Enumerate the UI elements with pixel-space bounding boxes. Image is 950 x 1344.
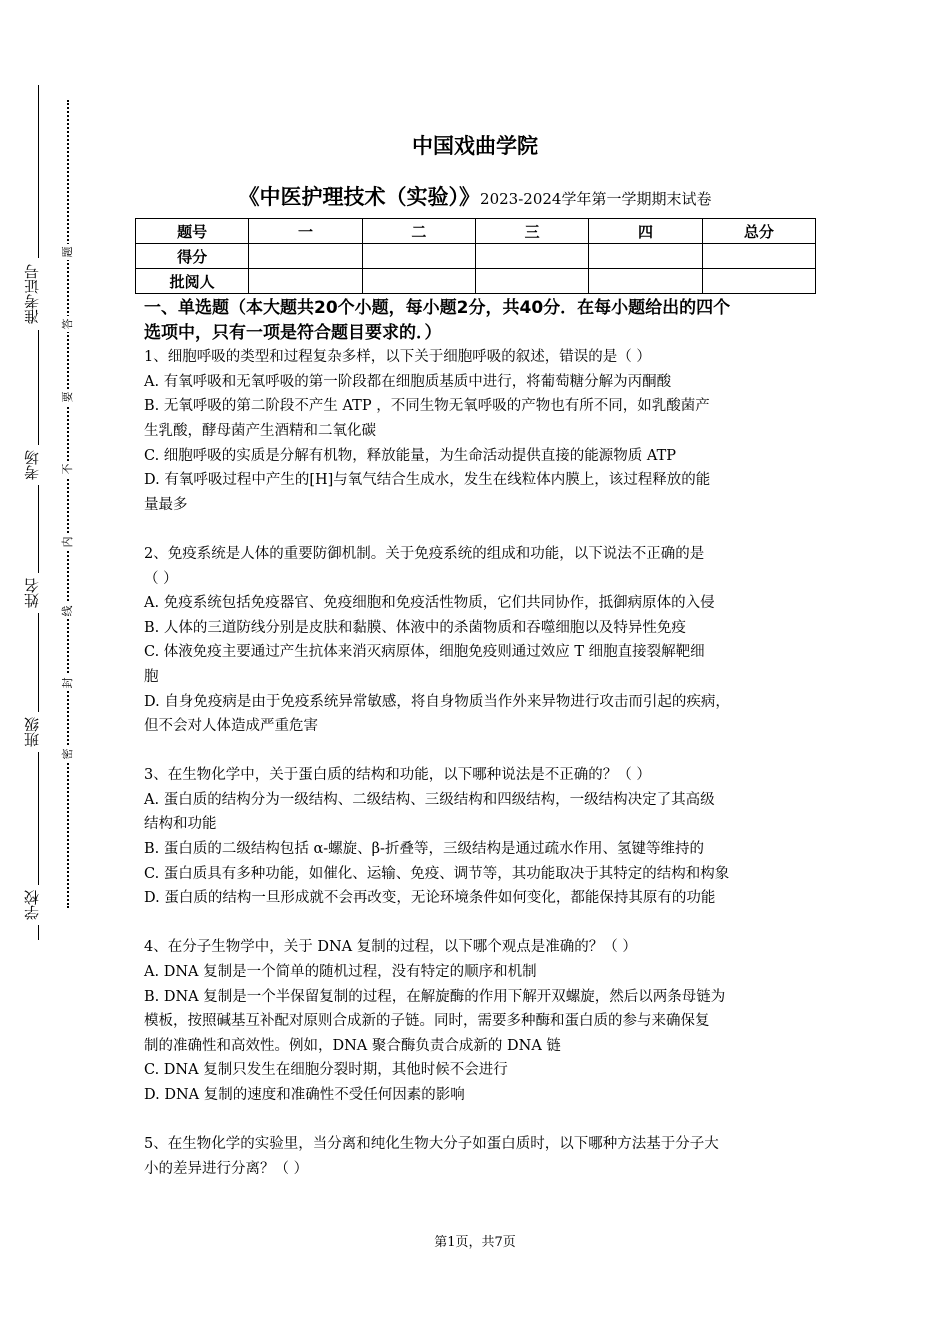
grader-cell [362, 269, 475, 294]
option-c: C. 蛋白质具有多种功能，如催化、运输、免疫、调节等，其功能取决于其特定的结构和构象 [144, 865, 730, 882]
option-a-cont: 结构和功能 [144, 816, 217, 833]
section-heading [144, 296, 816, 345]
exam-room-label: 考场 [20, 445, 44, 485]
question-stem-cont: 小的差异进行分离？（ ） [144, 1160, 309, 1177]
question-stem: 1、细胞呼吸的类型和过程复杂多样，以下关于细胞呼吸的叙述，错误的是（ ） [144, 349, 651, 366]
section-heading-line: 选项中，只有一项是符合题目要求的．） [144, 322, 442, 343]
option-c: C. DNA 复制只发生在细胞分裂时期，其他时候不会进行 [144, 1062, 508, 1079]
option-c: C. 细胞呼吸的实质是分解有机物，释放能量，为生命活动提供直接的能源物质 ATP [144, 447, 677, 464]
exam-number-label: 准考证号 [20, 258, 44, 330]
score-row [136, 244, 816, 269]
question-stem: 5、在生物化学的实验里，当分离和纯化生物大分子如蛋白质时，以下哪种方法基于分子大 [144, 1136, 719, 1153]
option-d: D. 蛋白质的结构一旦形成就不会再改变，无论环境条件如何变化，都能保持其原有的功能 [144, 890, 716, 907]
option-a: A. DNA 复制是一个简单的随机过程，没有特定的顺序和机制 [144, 964, 537, 981]
seal-char: 线 [60, 603, 76, 619]
option-b: B. 无氧呼吸的第二阶段不产生 ATP ，不同生物无氧呼吸的产物也有所不同，如乳酸菌产 [144, 398, 710, 415]
exam-title [0, 181, 950, 211]
option-b-cont: 模板，按照碱基互补配对原则合成新的子链。同时，需要多种酶和蛋白质的参与来确保复 [144, 1013, 710, 1030]
header-cell: 三 [475, 219, 588, 244]
name-label: 姓名 [20, 573, 44, 613]
option-d: D. 有氧呼吸过程中产生的[H]与氧气结合生成水，发生在线粒体内膜上，该过程释放的能 [144, 472, 711, 489]
question-3 [144, 763, 816, 911]
option-c: C. 体液免疫主要通过产生抗体来消灭病原体，细胞免疫则通过效应 T 细胞直接裂解靶细 [144, 644, 705, 661]
grader-cell [702, 269, 815, 294]
option-b-cont: 生乳酸，酵母菌产生酒精和二氧化碳 [144, 422, 376, 439]
question-stem: 2、免疫系统是人体的重要防御机制。关于免疫系统的组成和功能，以下说法不正确的是 [144, 545, 705, 562]
header-cell: 总分 [702, 219, 815, 244]
header-cell: 题号 [136, 219, 249, 244]
seal-char: 答 [60, 316, 76, 332]
seal-char: 不 [60, 461, 76, 477]
header-cell: 一 [249, 219, 362, 244]
question-4 [144, 935, 816, 1107]
header-cell: 二 [362, 219, 475, 244]
option-d-cont: 量最多 [144, 496, 188, 513]
option-a: A. 免疫系统包括免疫器官、免疫细胞和免疫活性物质，它们共同协作，抵御病原体的入侵 [144, 595, 715, 612]
seal-char: 要 [60, 389, 76, 405]
score-cell [362, 244, 475, 269]
score-table-header-row [136, 219, 816, 244]
seal-char: 内 [60, 534, 76, 550]
option-b-cont: 制的准确性和高效性。例如，DNA 聚合酶负责合成新的 DNA 链 [144, 1037, 561, 1054]
grader-cell [589, 269, 702, 294]
score-table [135, 218, 816, 294]
page-number: 第1页，共7页 [434, 1235, 516, 1250]
score-cell [475, 244, 588, 269]
exam-term: 2023-2024学年第一学期期末试卷 [480, 190, 712, 208]
school-name: 中国戏曲学院 [412, 134, 538, 158]
class-label: 班级 [20, 712, 44, 752]
option-d: D. DNA 复制的速度和准确性不受任何因素的影响 [144, 1087, 465, 1103]
school-label: 学校 [20, 885, 44, 925]
grader-cell [249, 269, 362, 294]
option-c-cont: 胞 [144, 668, 159, 685]
row-label: 得分 [136, 244, 249, 269]
exam-content [144, 296, 816, 1181]
seal-char: 封 [60, 675, 76, 691]
header-cell: 四 [589, 219, 702, 244]
option-d-cont: 但不会对人体造成严重危害 [144, 718, 318, 735]
question-stem-cont: （ ） [144, 570, 178, 587]
grader-cell [475, 269, 588, 294]
option-b: B. 蛋白质的二级结构包括 α-螺旋、β-折叠等，三级结构是通过疏水作用、氢键等维持的 [144, 841, 704, 858]
seal-dotted-line [67, 100, 69, 908]
option-b: B. 人体的三道防线分别是皮肤和黏膜、体液中的杀菌物质和吞噬细胞以及特异性免疫 [144, 619, 686, 636]
section-heading-line: 一、单选题（本大题共20个小题，每小题2分，共40分．在每小题给出的四个 [144, 298, 731, 318]
option-d: D. 自身免疫病是由于免疫系统异常敏感，将自身物质当作外来异物进行攻击而引起的疾病， [144, 693, 730, 710]
score-cell [249, 244, 362, 269]
row-label: 批阅人 [136, 269, 249, 294]
option-b: B. DNA 复制是一个半保留复制的过程，在解旋酶的作用下解开双螺旋，然后以两条母链为 [144, 988, 726, 1005]
seal-char: 题 [60, 244, 76, 260]
question-5 [144, 1132, 816, 1181]
question-stem: 3、在生物化学中，关于蛋白质的结构和功能，以下哪种说法是不正确的？（ ） [144, 767, 651, 784]
option-a: A. 有氧呼吸和无氧呼吸的第一阶段都在细胞质基质中进行，将葡萄糖分解为丙酮酸 [144, 373, 672, 390]
question-stem: 4、在分子生物学中，关于 DNA 复制的过程，以下哪个观点是准确的？（ ） [144, 939, 637, 956]
score-cell [589, 244, 702, 269]
binding-line [38, 85, 39, 940]
question-1 [144, 345, 816, 517]
grader-row [136, 269, 816, 294]
question-2 [144, 542, 816, 739]
option-a: A. 蛋白质的结构分为一级结构、二级结构、三级结构和四级结构，一级结构决定了其高级 [144, 791, 715, 808]
course-name: 《中医护理技术（实验）》 [238, 185, 481, 209]
score-cell [702, 244, 815, 269]
seal-char: 密 [60, 746, 76, 762]
